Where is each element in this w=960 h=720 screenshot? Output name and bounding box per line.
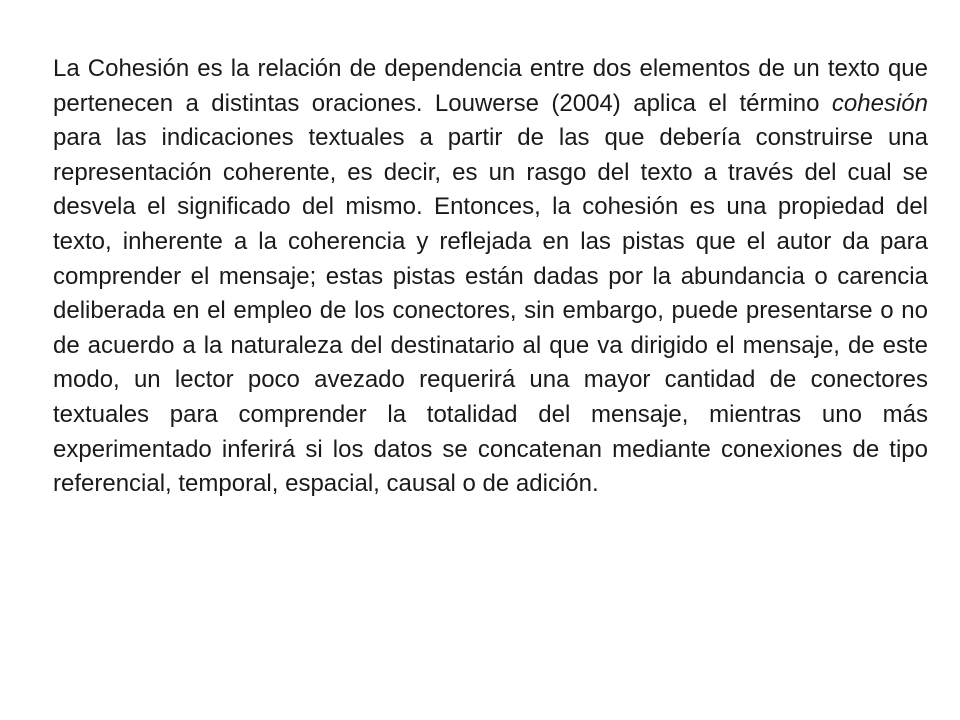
- paragraph-text-start: La Cohesión es la relación de dependencia entre dos elementos de un texto que pertenecen a distintas oraciones. Louwerse (2004) aplica el término: [53, 55, 928, 117]
- emphasized-term: cohesión: [831, 89, 928, 117]
- paragraph-text-end: para las indicaciones textuales a partir de las que debería construirse una representación coherente, es decir, es un rasgo del texto a través del cual se desvela el significado del mismo. Entonces, la cohesión es una propiedad del texto, inherente a la coherencia y reflejada en las pistas que el autor da para comprender el mensaje; estas pistas están dadas por la abundancia o carencia deliberada en el empleo de los conectores, sin embargo, puede presentarse o no de acuerdo a la naturaleza del destinatario al que va dirigido el mensaje, de este modo, un lector poco avezado requerirá una mayor cantidad de conectores textuales para comprender la totalidad del mensaje, mientras uno más experimentado inferirá si los datos se concatenan mediante conexiones de tipo referencial, temporal, espacial, causal o de adición.: [53, 124, 928, 498]
- body-paragraph: [53, 52, 928, 502]
